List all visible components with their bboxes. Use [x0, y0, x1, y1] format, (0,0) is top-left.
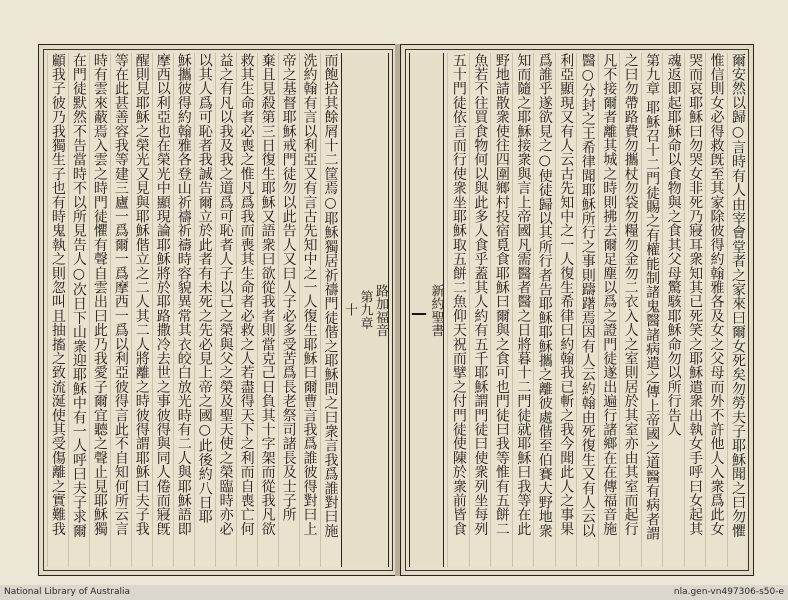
running-head-chapter: 第九章	[357, 290, 373, 330]
text-column: 野地請散衆使往四圍鄉村投宿覓食耶穌曰爾與之食可也門徒曰我等惟有五餅二	[490, 53, 508, 567]
text-column: 等在此甚善容我等建三廬一爲爾一爲摩西一爲以利亞彼得言此不自知何所云言	[110, 53, 128, 567]
text-column: 爾安然以歸○言時有人由宰會堂者之家來曰爾女死矣勿勞夫子耶穌聞之曰勿懼	[727, 53, 745, 567]
text-column: 時有雲來蔽焉入雲之時門徒懼有聲自雲出曰此乃我愛子爾宜聽之聲止見耶穌獨	[89, 53, 107, 567]
text-column: 摩西以利亞也在榮光中顯現論耶穌將於耶路撒冷去世之事彼得與同人倦而寢旣	[152, 53, 170, 567]
text-column: 哭而哀耶穌曰勿哭女非死乃寢耳衆知其已死笑之耶穌遣衆出執女手呼曰女起其	[684, 53, 702, 567]
text-column: 魚若不往買食物何以與此多人食乎蓋其人約有五千耶穌謂門徒曰使衆列坐每列	[469, 53, 487, 567]
running-head-book: 新約聖書	[428, 283, 444, 337]
text-column: 帝之基督耶穌戒門徒勿以此告人又曰人子必多受苦爲長老祭司諸長及士子所	[278, 53, 296, 567]
running-head-title: 路加福音	[373, 283, 388, 337]
text-column: 救其生命者必喪之惟凡爲我而喪其生命者必救之人若盡得天下之利而自喪亡何	[236, 53, 254, 567]
text-column: 魂返即起耶穌命以食物與之食其父母驚駭耶穌命勿以所行告人	[662, 53, 680, 567]
text-column: 以其人爲可恥者我誠告爾立於此者有未死之先必見上帝之國○此後約八日耶	[194, 53, 212, 567]
page-number: 十	[342, 303, 357, 317]
text-column: 醒則見耶穌之榮光又見與耶穌偕立之二人其二人將離之時彼得謂耶穌曰夫子我	[131, 53, 149, 567]
left-page	[38, 44, 398, 576]
text-column: 醫○分封之王希律聞耶穌所行之事則躊躇焉因有人云約翰由死復生又有人云以	[576, 53, 594, 567]
text-column: 洗約翰有言以利亞又有言古先知中之一人復生耶穌曰爾曹言我爲誰彼得對曰上	[299, 53, 317, 567]
text-column: 顧我子彼乃我獨生子也有時鬼執之則忽叫且抽搐之致流涎使其受傷離之實難我	[47, 53, 65, 567]
text-column: 凡不接爾者離其城之時則拂去爾足塵以爲之證門徒遂出遍行諸鄉在在傳福音施	[598, 53, 616, 567]
page-band	[341, 53, 390, 567]
text-column: 第九章 耶穌召十二門徒賜之有權能制諸鬼醫諸病遣之傳上帝國之道醫有病者謂	[641, 53, 659, 567]
right-page	[400, 44, 754, 576]
right-page-columns	[409, 53, 745, 567]
text-column: 利亞顯現又有人云古先知中之一人復生希律曰約翰我已斬之我今聞此人之事果	[555, 53, 573, 567]
footer-left-text: National Library of Australia	[4, 587, 131, 597]
text-column: 穌攜彼得約翰雅各登山祈禱祈禱時容貌異常其衣皎白放光時有二人與耶穌語即	[173, 53, 191, 567]
text-column: 之曰勿帶路費勿攜杖勿袋勿糧勿金勿二衣入人之室則居於其室亦由其室而起行	[619, 53, 637, 567]
text-column: 爲誰乎遂欲見之○使徒歸以其所行者告耶穌耶穌攜之離彼處偕至伯賽大野地衆	[533, 53, 551, 567]
footer-bar	[0, 585, 788, 600]
text-column: 而飽拾其餘屑十二筐焉○耶穌獨居祈禱門徒偕之耶穌問之曰衆言我爲誰對曰施	[320, 53, 338, 567]
text-column: 益之有凡以我及我之道爲可恥者人子以己之榮與父之榮及聖天使之榮臨時亦必	[215, 53, 233, 567]
text-column: 知而隨之耶穌接衆與言上帝國凡需醫者醫之日將暮十二門徒就耶穌曰我等在此	[512, 53, 530, 567]
text-column: 五十門徒依言而行使衆坐耶穌取五餅二魚仰天祝而擘之付門徒使陳於衆前皆食	[447, 53, 465, 567]
text-column: 棄且見殺第三日復生耶穌又語衆曰欲從我者則當克己日負其十字架而從我凡欲	[257, 53, 275, 567]
left-page-columns	[47, 53, 389, 567]
text-column: 惟信則女必得救旣至其家除彼得約翰雅各及女之父母而外不許他人入衆爲此女	[705, 53, 723, 567]
footer-right-text: nla.gen-vn497306-s50-e	[673, 587, 784, 597]
page-band	[409, 53, 445, 567]
fish-tail-mark	[412, 305, 426, 315]
text-column: 在門徒默然不告當時不以所見告人○次日下山衆迎耶穌中有一人呼曰夫子求爾	[68, 53, 86, 567]
